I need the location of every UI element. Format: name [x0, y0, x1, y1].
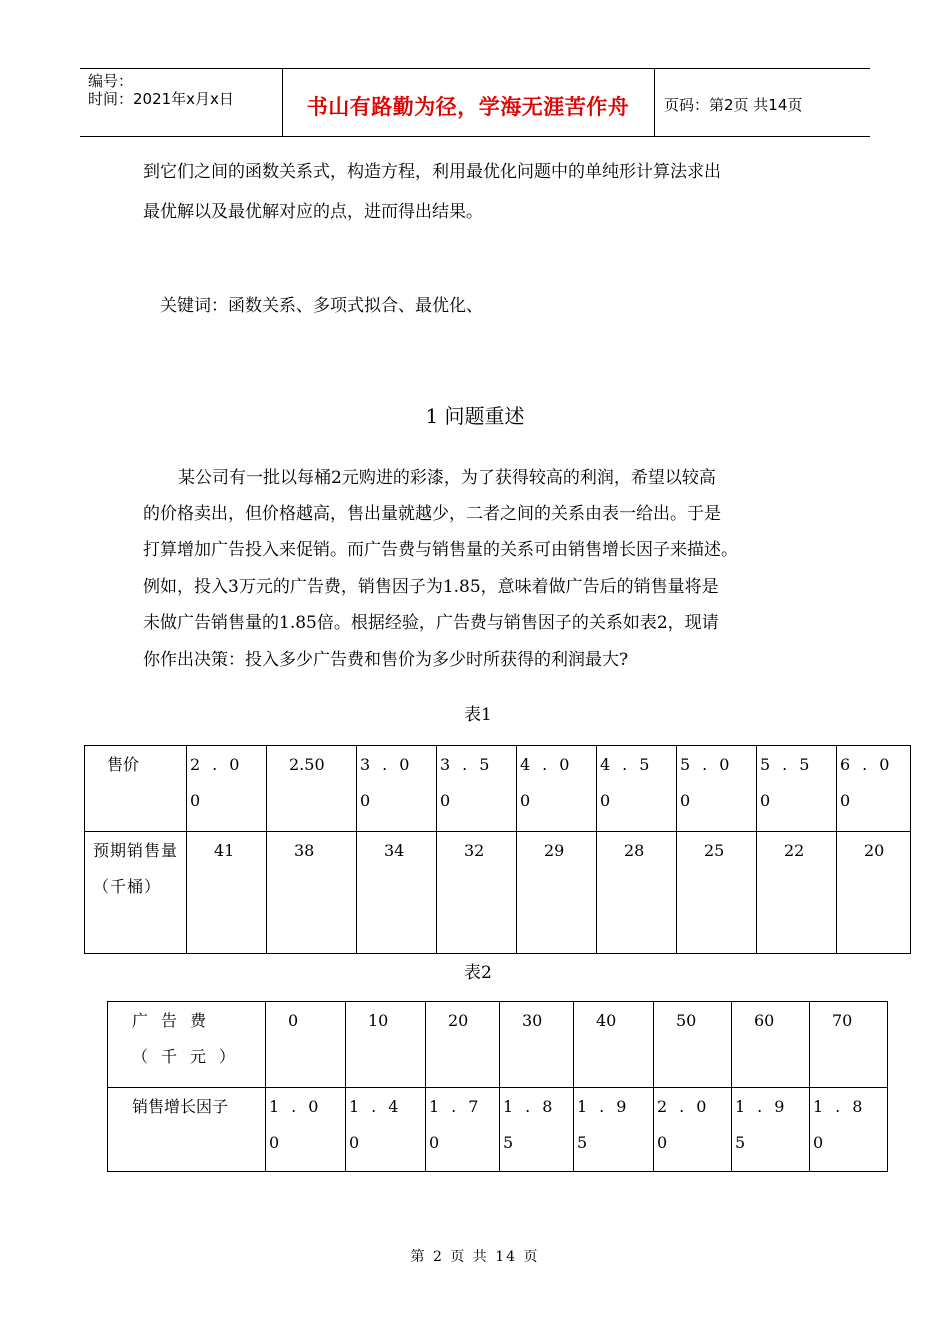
keywords: 关键词：函数关系、多项式拟合、最优化、: [160, 296, 483, 316]
document-date: 时间：2021年x月x日: [88, 90, 234, 108]
ad-cost-cell: 20: [426, 1002, 500, 1088]
table-row: [85, 832, 911, 954]
table-caption: 表2: [464, 963, 492, 983]
factor-cell: 1.95: [574, 1088, 654, 1172]
price-cell: 2.50: [267, 746, 357, 832]
table-caption: 表1: [464, 705, 492, 725]
paragraph-line: 例如，投入3万元的广告费，销售因子为1.85，意味着做广告后的销售量将是: [143, 577, 719, 597]
row-label-ad-cost: 广告费（千元）: [108, 1002, 266, 1088]
row-label-growth-factor: 销售增长因子: [108, 1088, 266, 1172]
sales-cell: 38: [267, 832, 357, 954]
ad-cost-cell: 0: [266, 1002, 346, 1088]
price-cell: 4.00: [517, 746, 597, 832]
row-label-price: 售价: [85, 746, 187, 832]
header-page-info: 页码：第2页 共14页: [664, 96, 803, 114]
ad-cost-cell: 10: [346, 1002, 426, 1088]
sales-cell: 20: [837, 832, 911, 954]
paragraph-line: 你作出决策：投入多少广告费和售价为多少时所获得的利润最大?: [143, 650, 629, 670]
header-meta: [88, 72, 234, 108]
ad-cost-cell: 40: [574, 1002, 654, 1088]
price-cell: 2.00: [187, 746, 267, 832]
factor-cell: 1.00: [266, 1088, 346, 1172]
factor-cell: 1.85: [500, 1088, 574, 1172]
sales-cell: 34: [357, 832, 437, 954]
table-row: [108, 1002, 888, 1088]
sales-cell: 28: [597, 832, 677, 954]
factor-cell: 2.00: [654, 1088, 732, 1172]
price-cell: 3.00: [357, 746, 437, 832]
sales-cell: 29: [517, 832, 597, 954]
ad-cost-cell: 60: [732, 1002, 810, 1088]
paragraph-line: 某公司有一批以每桶2元购进的彩漆，为了获得较高的利润，希望以较高: [178, 468, 716, 488]
factor-cell: 1.40: [346, 1088, 426, 1172]
sales-cell: 32: [437, 832, 517, 954]
paragraph-line: 打算增加广告投入来促销。而广告费与销售量的关系可由销售增长因子来描述。: [143, 540, 738, 560]
ad-cost-cell: 30: [500, 1002, 574, 1088]
paragraph-line: 的价格卖出，但价格越高，售出量就越少，二者之间的关系由表一给出。于是: [143, 504, 721, 524]
row-label-sales: 预期销售量（千桶）: [85, 832, 187, 954]
header-motto: 书山有路勤为径，学海无涯苦作舟: [306, 95, 630, 119]
sales-cell: 41: [187, 832, 267, 954]
header-divider: [654, 69, 655, 136]
price-cell: 6.00: [837, 746, 911, 832]
ad-cost-cell: 50: [654, 1002, 732, 1088]
section-title: 1 问题重述: [425, 404, 525, 428]
ad-cost-cell: 70: [810, 1002, 888, 1088]
intro-line: 到它们之间的函数关系式，构造方程，利用最优化问题中的单纯形计算法求出: [143, 162, 721, 182]
sales-cell: 25: [677, 832, 757, 954]
document-number-label: 编号：: [88, 72, 134, 90]
sales-cell: 22: [757, 832, 837, 954]
factor-cell: 1.80: [810, 1088, 888, 1172]
page-header: [80, 68, 870, 137]
paragraph-line: 未做广告销售量的1.85倍。根据经验，广告费与销售因子的关系如表2，现请: [143, 613, 719, 633]
price-cell: 3.50: [437, 746, 517, 832]
price-sales-table: [84, 745, 911, 954]
price-cell: 4.50: [597, 746, 677, 832]
table-row: [85, 746, 911, 832]
page-footer: 第 2 页 共 14 页: [410, 1249, 540, 1265]
intro-line: 最优解以及最优解对应的点，进而得出结果。: [143, 202, 483, 222]
factor-cell: 1.70: [426, 1088, 500, 1172]
factor-cell: 1.95: [732, 1088, 810, 1172]
table-row: [108, 1088, 888, 1172]
ad-factor-table: [107, 1001, 888, 1172]
price-cell: 5.00: [677, 746, 757, 832]
price-cell: 5.50: [757, 746, 837, 832]
